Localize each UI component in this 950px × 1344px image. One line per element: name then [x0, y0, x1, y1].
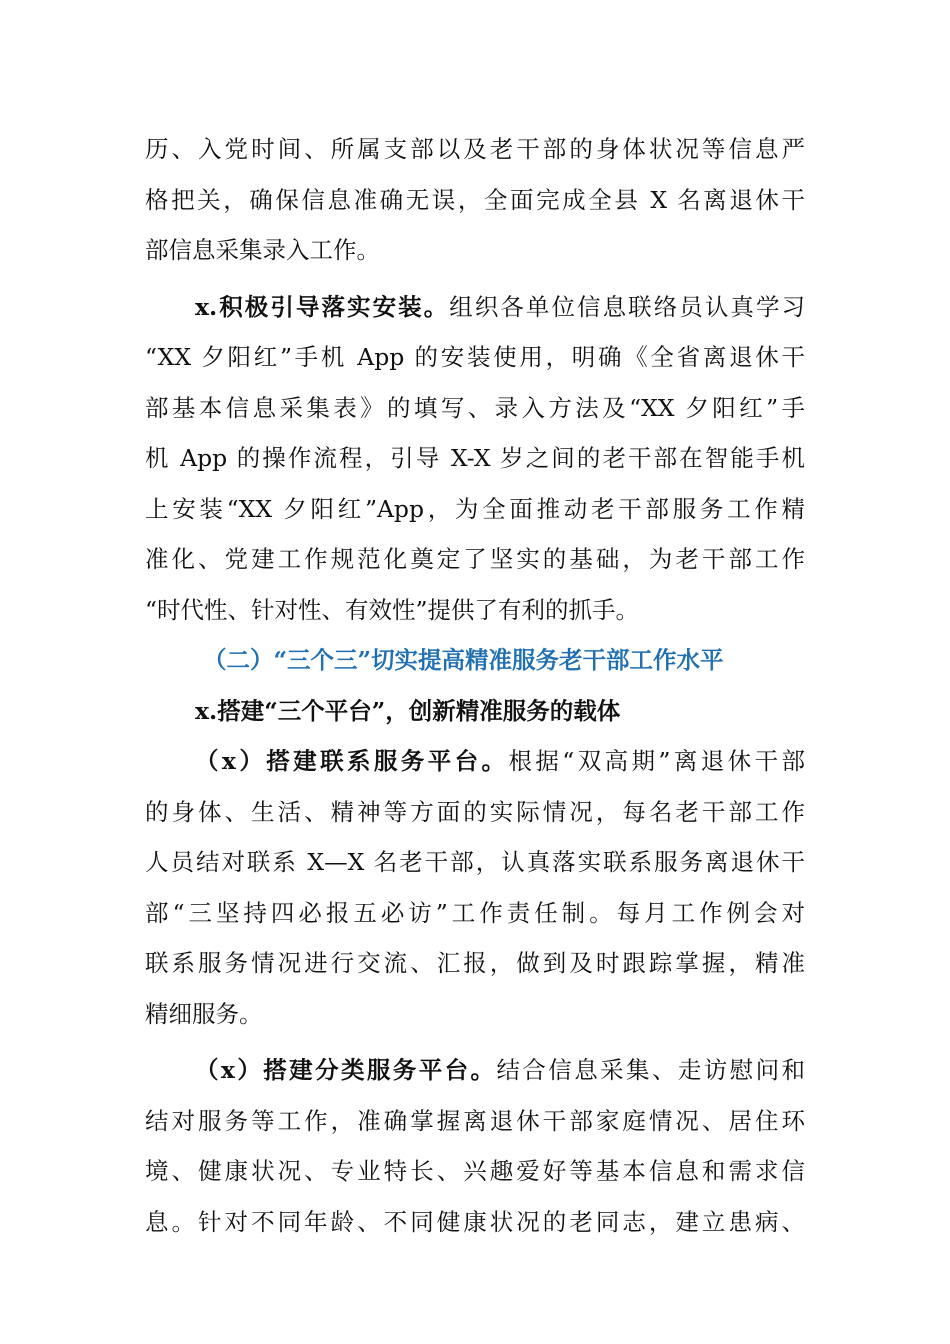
text-line: 部信息采集录入工作。	[145, 236, 380, 264]
text-line: 准化、党建工作规范化奠定了坚实的基础，为老干部工作	[145, 545, 805, 573]
paragraph-category-platform	[145, 1045, 805, 1247]
text-line	[145, 1045, 805, 1096]
text-line: “时代性、针对性、有效性”提供了有利的抓手。	[145, 595, 640, 624]
text-line: “XX 夕阳红”手机 App 的安装使用，明确《全省离退休干	[145, 343, 805, 371]
paragraph-lead: （x）搭建联系服务平台。	[195, 747, 509, 775]
text-line: 境、健康状况、专业特长、兴趣爱好等基本信息和需求信	[145, 1157, 805, 1185]
text-line: 上安装“XX 夕阳红”App，为全面推动老干部服务工作精	[145, 494, 805, 523]
text-line: 历、入党时间、所属支部以及老干部的身体状况等信息严	[145, 135, 805, 163]
text-line	[145, 736, 805, 787]
text-line: 结对服务等工作，准确掌握离退休干部家庭情况、居住环	[145, 1106, 805, 1135]
text-line: 格把关，确保信息准确无误，全面完成全县 X 名离退休干	[145, 185, 805, 214]
paragraph-text: 组织各单位信息联络员认真学习	[449, 292, 805, 321]
document-page	[145, 124, 805, 1247]
section-heading: （二）“三个三”切实提高精准服务老干部工作水平	[203, 646, 724, 674]
paragraph-text: 根据“双高期”离退休干部	[508, 747, 805, 775]
text-line: 联系服务情况进行交流、汇报，做到及时跟踪掌握，精准	[145, 949, 805, 977]
text-line: 机 App 的操作流程，引导 X-X 岁之间的老干部在智能手机	[145, 444, 805, 472]
paragraph-text: 结合信息采集、走访慰问和	[496, 1056, 805, 1084]
paragraph-contact-platform	[145, 736, 805, 1039]
text-line	[145, 282, 805, 333]
text-line: 部基本信息采集表》的填写、录入方法及“XX 夕阳红”手	[145, 393, 805, 422]
paragraph-info-collection	[145, 124, 805, 276]
paragraph-app-install	[145, 282, 805, 636]
text-line: 息。针对不同年龄、不同健康状况的老同志，建立患病、	[145, 1207, 805, 1236]
text-line: 人员结对联系 X—X 名老干部，认真落实联系服务离退休干	[145, 848, 805, 876]
text-line: 的身体、生活、精神等方面的实际情况，每名老干部工作	[145, 797, 805, 826]
text-line: 精细服务。	[145, 999, 263, 1028]
paragraph-lead: （x）搭建分类服务平台。	[195, 1056, 497, 1084]
paragraph-lead: x.积极引导落实安装。	[195, 292, 450, 321]
text-line: 部“三坚持四必报五必访”工作责任制。每月工作例会对	[145, 898, 805, 927]
sub-heading: x.搭建“三个平台”，创新精准服务的载体	[195, 696, 621, 725]
